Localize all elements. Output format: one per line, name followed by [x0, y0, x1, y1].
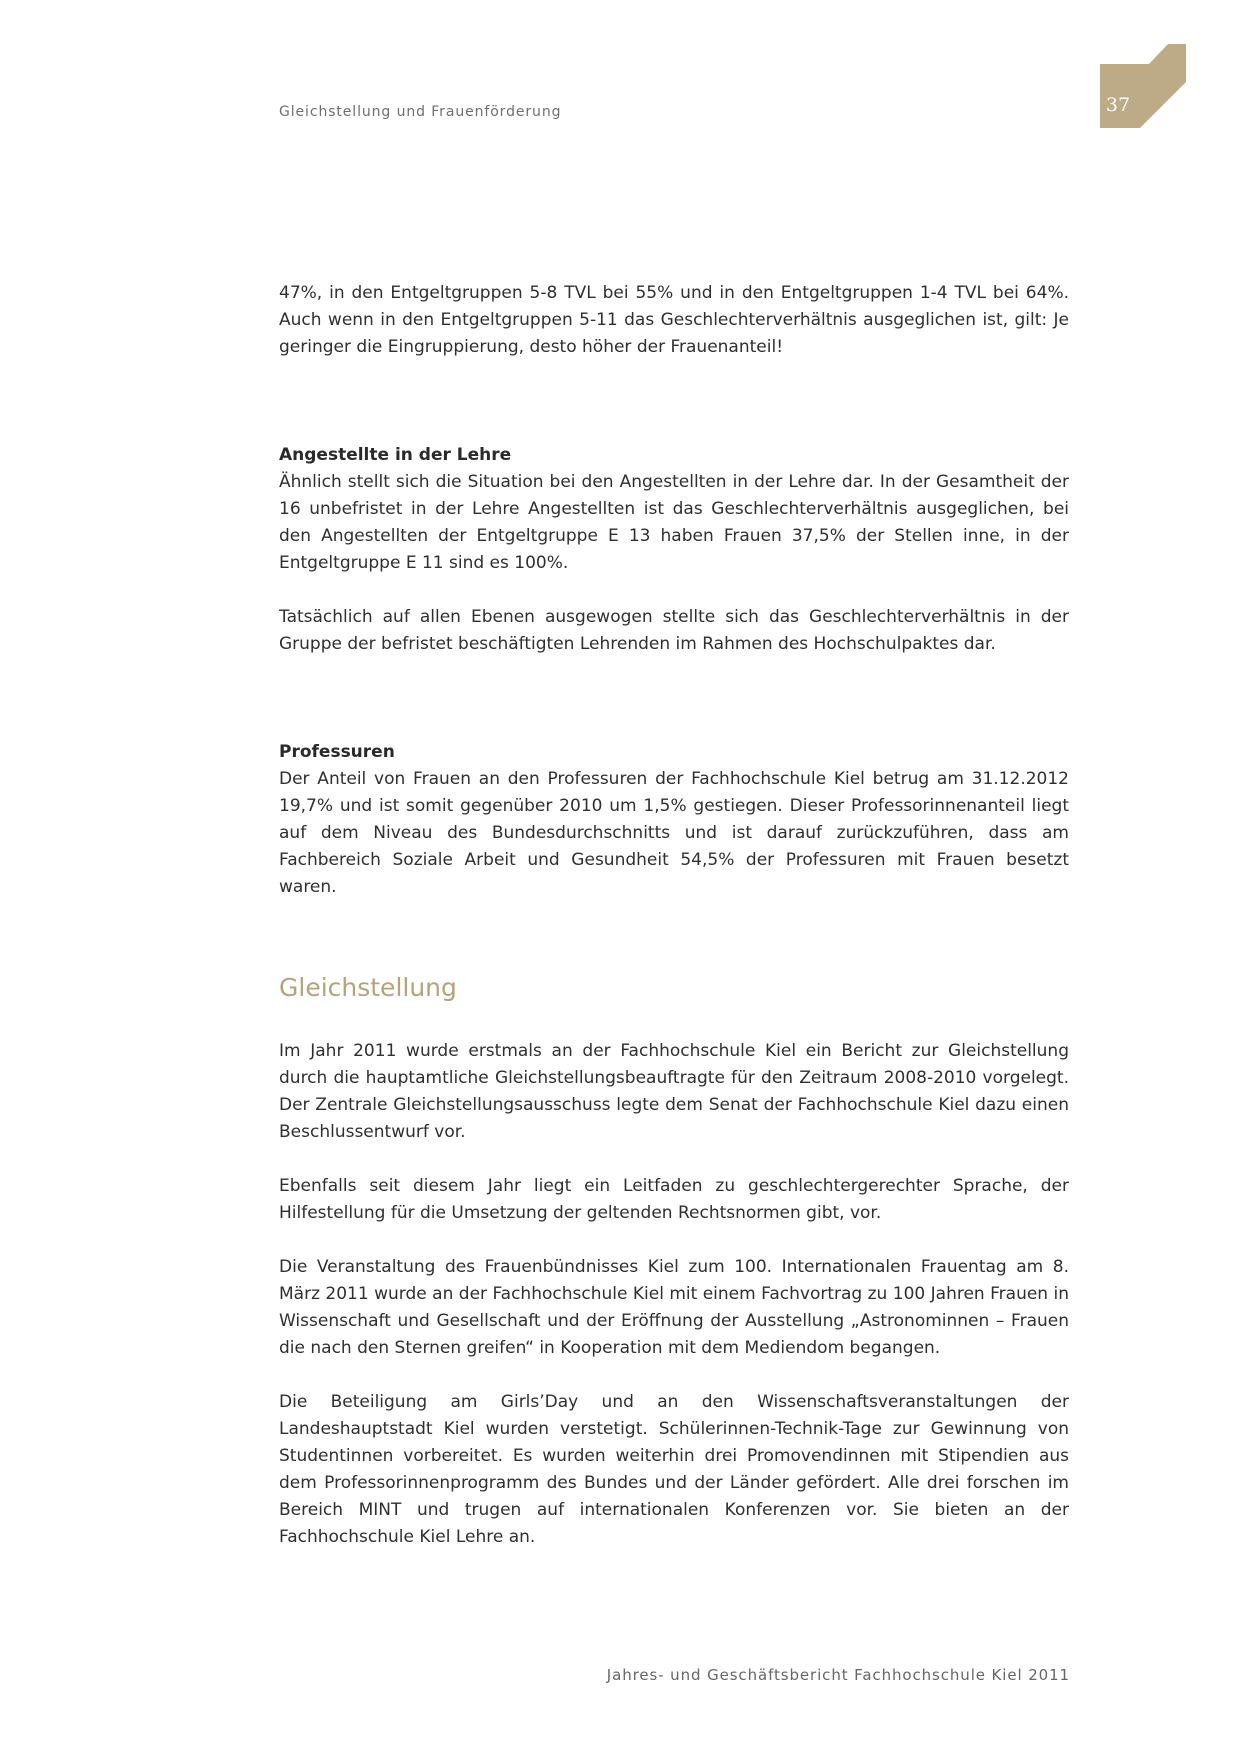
running-header: Gleichstellung und Frauenförderung	[279, 104, 562, 120]
section-professuren	[279, 739, 1069, 901]
lehre-paragraph-1: Ähnlich stellt sich die Situation bei den Angestellten in der Lehre dar. In der Gesamtheit der 16 unbefristet in der Lehre Angestellten ist das Geschlechterverhältnis ausgeglichen, bei den Angestellten der Entgeltgruppe E 13 haben Frauen 37,5% der Stellen inne, in der Entgeltgruppe E 11 sind es 100%.	[279, 472, 1069, 573]
page-content	[279, 280, 1069, 1551]
spacer	[279, 577, 1069, 604]
lehre-paragraph-2: Tatsächlich auf allen Ebenen ausgewogen stellte sich das Geschlechterverhältnis in der Gruppe der befristet beschäftigten Lehrenden im Rahmen des Hochschulpaktes dar.	[279, 607, 1069, 654]
gleichstellung-paragraph-1: Im Jahr 2011 wurde erstmals an der Fachhochschule Kiel ein Bericht zur Gleichstellung durch die hauptamtliche Gleichstellungsbeauftragte für den Zeitraum 2008-2010 vorgelegt. Der Zentrale Gleichstellungsausschuss legte dem Senat der Fachhochschule Kiel dazu einen Beschlussentwurf vor.	[279, 1041, 1069, 1142]
spacer	[279, 1004, 1069, 1038]
spacer	[279, 1146, 1069, 1173]
spacer	[279, 361, 1069, 442]
gleichstellung-paragraph-2: Ebenfalls seit diesem Jahr liegt ein Leitfaden zu geschlechtergerechter Sprache, der Hilfestellung für die Umsetzung der geltenden Rechtsnormen gibt, vor.	[279, 1176, 1069, 1223]
spacer	[279, 1362, 1069, 1389]
subheading-angestellte-lehre: Angestellte in der Lehre	[279, 445, 512, 465]
section-angestellte-lehre	[279, 442, 1069, 658]
spacer	[279, 1227, 1069, 1254]
professuren-paragraph: Der Anteil von Frauen an den Professuren der Fachhochschule Kiel betrug am 31.12.2012 19,7% und ist somit gegenüber 2010 um 1,5% gestiegen. Dieser Professorinnenanteil liegt auf dem Niveau des Bundesdurchschnitts und ist darauf zurückzuführen, dass am Fachbereich Soziale Arbeit und Gesundheit 54,5% der Professuren mit Frauen besetzt waren.	[279, 769, 1069, 897]
section-heading-gleichstellung: Gleichstellung	[279, 973, 457, 1002]
section-gleichstellung	[279, 972, 1069, 1551]
running-footer: Jahres- und Geschäftsbericht Fachhochschule Kiel 2011	[606, 1666, 1070, 1684]
gleichstellung-paragraph-4: Die Beteiligung am Girls’Day und an den Wissenschaftsveranstaltungen der Landeshauptstadt Kiel wurden verstetigt. Schülerinnen-Technik-Tage zur Gewinnung von Studentinnen vorbereitet. Es wurden weiterhin drei Promovendinnen mit Stipendien aus dem Professorinnenprogramm des Bundes und der Länder gefördert. Alle drei forschen im Bereich MINT und trugen auf internationalen Konferenzen vor. Sie bieten an der Fachhochschule Kiel Lehre an.	[279, 1392, 1069, 1547]
spacer	[279, 658, 1069, 739]
page-number: 37	[1105, 94, 1131, 116]
spacer	[279, 901, 1069, 972]
gleichstellung-paragraph-3: Die Veranstaltung des Frauenbündnisses Kiel zum 100. Internationalen Frauentag am 8. März 2011 wurde an der Fachhochschule Kiel mit einem Fachvortrag zu 100 Jahren Frauen in Wissenschaft und Gesellschaft und der Eröffnung der Ausstellung „Astronominnen – Frauen die nach den Sternen greifen“ in Kooperation mit dem Mediendom begangen.	[279, 1257, 1069, 1358]
intro-paragraph: 47%, in den Entgeltgruppen 5-8 TVL bei 55% und in den Entgeltgruppen 1-4 TVL bei 64%. Auch wenn in den Entgeltgruppen 5-11 das Geschlechterverhältnis ausgeglichen ist, gilt: Je geringer die Eingruppierung, desto höher der Frauenanteil!	[279, 283, 1069, 357]
subheading-professuren: Professuren	[279, 742, 395, 762]
